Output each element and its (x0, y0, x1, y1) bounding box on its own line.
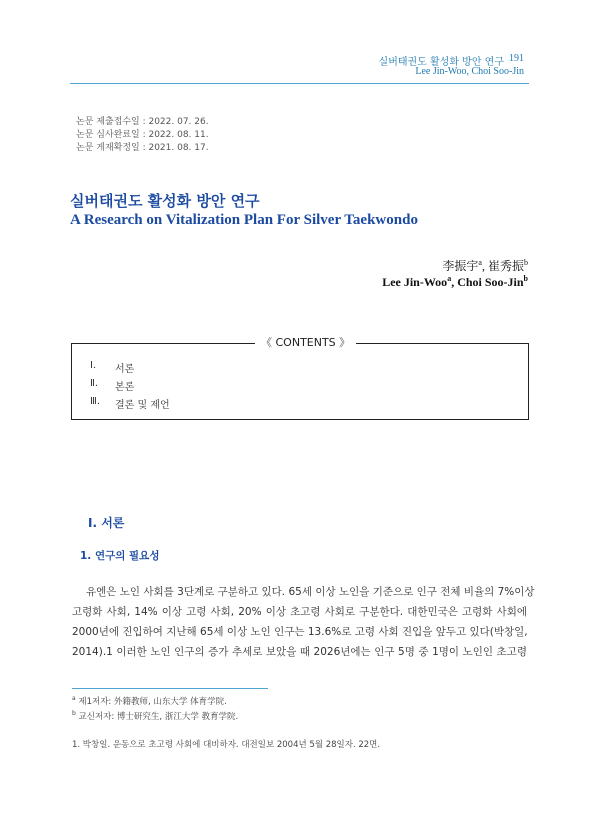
toc-item-introduction: 서론 (115, 364, 135, 375)
toc-item-conclusion: 결론 및 제언 (115, 400, 170, 411)
date-submitted: 논문 제출접수일 : 2022. 07. 26. (76, 117, 209, 127)
author-2-en-mark: b (523, 274, 528, 283)
footnote-corresponding-author (72, 710, 238, 722)
paper-title-english: A Research on Vitalization Plan For Silver Taekwondo (70, 212, 418, 228)
running-title: 실버태권도 활성화 방안 연구 (378, 57, 504, 68)
toc-number-3: Ⅲ. (90, 396, 101, 407)
authors-english (382, 275, 528, 290)
footnote-rule (72, 688, 268, 689)
paper-title-korean: 실버태권도 활성화 방안 연구 (70, 192, 260, 210)
author-2-cn: 崔秀振 (487, 259, 524, 273)
date-reviewed: 논문 심사완료일 : 2022. 08. 11. (76, 130, 209, 140)
author-separator: , (481, 259, 488, 273)
running-authors: Lee Jin-Woo, Choi Soo-Jin (415, 66, 524, 77)
toc-number-1: Ⅰ. (90, 360, 97, 371)
page-number: 191 (509, 53, 524, 64)
toc-number-2: Ⅱ. (90, 378, 99, 389)
toc-item-body: 본론 (115, 382, 135, 393)
header-rule (70, 83, 529, 84)
footnote-b-mark: b (72, 710, 76, 718)
author-1-cn-mark: a (478, 258, 482, 267)
footnote-a-mark: a (72, 695, 76, 703)
subsection-heading: 1. 연구의 필요성 (80, 550, 160, 562)
author-1-cn: 李振宇 (442, 259, 479, 273)
paragraph-line: 2014).1 이러한 노인 인구의 증가 추세로 보았을 때 2026년에는 인구 5명 중 1명이 노인인 초고령 (72, 646, 527, 658)
paragraph-line: 2000년에 진입하여 지난해 65세 이상 노인 인구는 13.6%로 고령 사회 진입을 앞두고 있다(박창일, (72, 626, 528, 638)
date-accepted: 논문 게재확정일 : 2021. 08. 17. (76, 143, 209, 153)
paragraph-line: 유엔은 노인 사회를 3단계로 구분하고 있다. 65세 이상 노인을 기준으로 인구 전체 비율의 7%이상 (86, 586, 535, 598)
paragraph-line: 고령화 사회, 14% 이상 고령 사회, 20% 이상 초고령 사회로 구분한다. 대한민국은 고령화 사회에 (72, 606, 527, 618)
footnote-first-author (72, 695, 227, 707)
footnote-a-text: 제1저자: 外籍教师, 山东大学 体育学院. (78, 697, 227, 707)
authors-chinese (442, 257, 528, 274)
footnote-b-text: 교신저자: 博士研究生, 浙江大学 教育学院. (78, 712, 239, 722)
author-1-en: Lee Jin-Woo (382, 275, 448, 289)
author-1-en-mark: a (447, 274, 452, 283)
author-2-cn-mark: b (524, 258, 528, 267)
section-heading: Ⅰ. 서론 (88, 516, 125, 530)
author-separator-en: , (451, 275, 458, 289)
contents-title: 《 CONTENTS 》 (255, 334, 356, 350)
footnote-1: 1. 박창일. 운동으로 초고령 사회에 대비하자. 대전일보 2004년 5월 28일자. 22면. (72, 740, 381, 750)
submission-dates (76, 116, 209, 155)
author-2-en: Choi Soo-Jin (457, 275, 524, 289)
